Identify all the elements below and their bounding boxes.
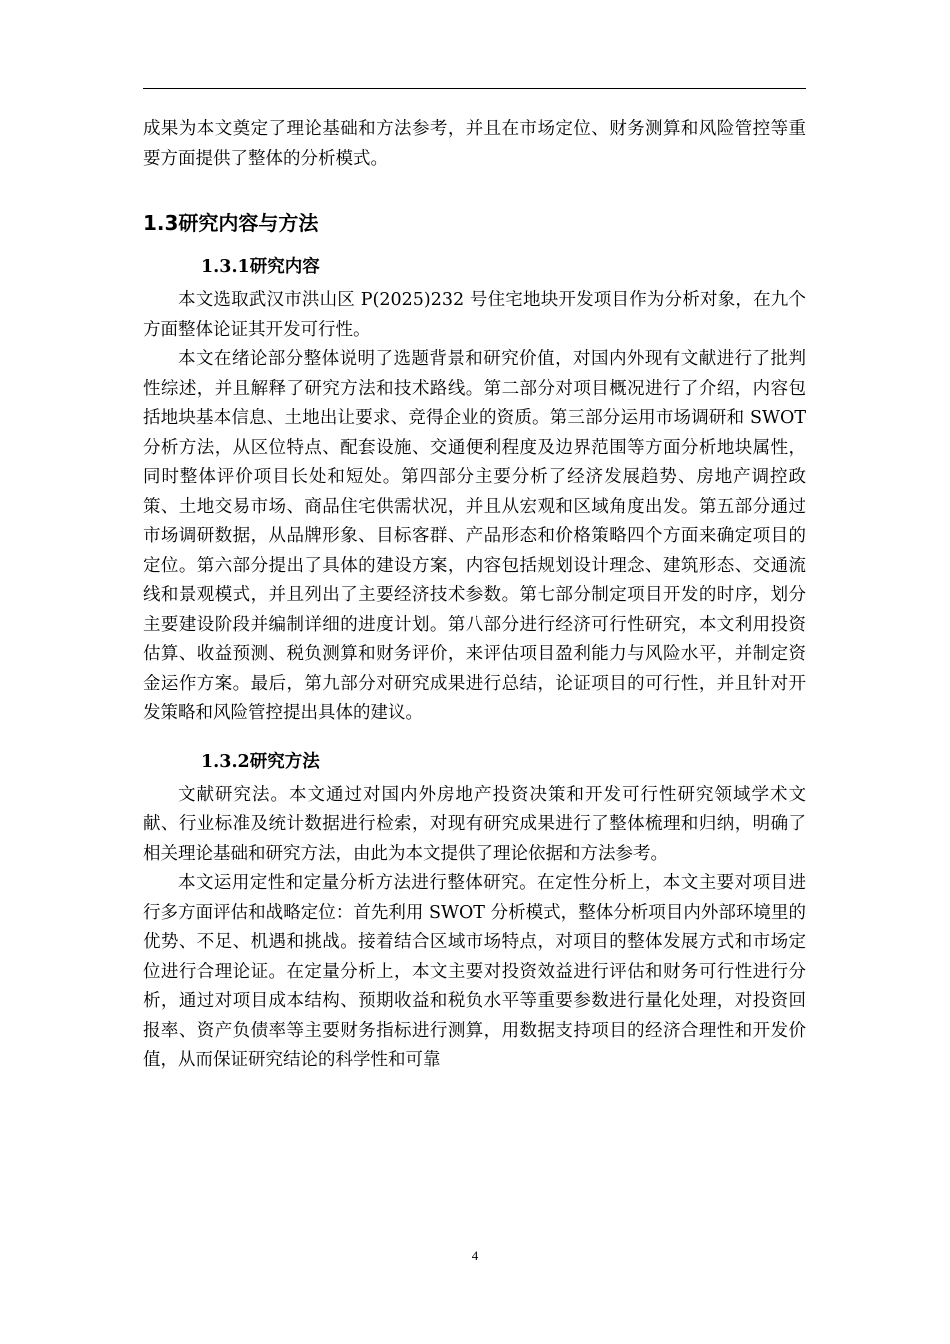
content-paragraph: 本文在绪论部分整体说明了选题背景和研究价值，对国内外现有文献进行了批判性综述，并且解释了研究方法和技术路线。第二部分对项目概况进行了介绍，内容包括地块基本信息、土地出让要求、竞得企业的资质。第三部分运用市场调研和 SWOT 分析方法，从区位特点、配套设施、交通便利程度及边界范围等方面分析地块属性，同时整体评价项目长处和短处。第四部分主要分析了经济发展趋势、房地产调控政策、土地交易市场、商品住宅供需状况，并且从宏观和区域角度出发。第五部分通过市场调研数据，从品牌形象、目标客群、产品形态和价格策略四个方面来确定项目的定位。第六部分提出了具体的建设方案，内容包括规划设计理念、建筑形态、交通流线和景观模式，并且列出了主要经济技术参数。第七部分制定项目开发的时序，划分主要建设阶段并编制详细的进度计划。第八部分进行经济可行性研究，本文利用投资估算、收益预测、税负测算和财务评价，来评估项目盈利能力与风险水平，并制定资金运作方案。最后，第九部分对研究成果进行总结，论证项目的可行性，并且针对开发策略和风险管控提出具体的建议。 bbox=[143, 349, 806, 723]
method-paragraph: 本文运用定性和定量分析方法进行整体研究。在定性分析上，本文主要对项目进行多方面评估和战略定位：首先利用 SWOT 分析模式，整体分析项目内外部环境里的优势、不足、机遇和挑战。接着结合区域市场特点，对项目的整体发展方式和市场定位进行合理论证。在定量分析上，本文主要对投资效益进行评估和财务可行性进行分析，通过对项目成本结构、预期收益和税负水平等重要参数进行量化处理，对投资回报率、资产负债率等主要财务指标进行测算，用数据支持项目的经济合理性和开发价值，从而保证研究结论的科学性和可靠 bbox=[143, 873, 806, 1070]
subsection-heading-research-content: 1.3.1研究内容 bbox=[201, 257, 320, 277]
page-number: 4 bbox=[471, 1248, 479, 1263]
header-rule bbox=[143, 88, 806, 89]
subsection-heading-research-method: 1.3.2研究方法 bbox=[201, 751, 320, 772]
method-paragraph: 文献研究法。本文通过对国内外房地产投资决策和开发可行性研究领域学术文献、行业标准及统计数据进行检索，对现有研究成果进行了整体梳理和归纳，明确了相关理论基础和研究方法，由此为本文提供了理论依据和方法参考。 bbox=[143, 784, 806, 864]
section-heading: 1.3研究内容与方法 bbox=[143, 211, 319, 235]
page-body bbox=[143, 115, 806, 1076]
intro-paragraph: 成果为本文奠定了理论基础和方法参考，并且在市场定位、财务测算和风险管控等重要方面提供了整体的分析模式。 bbox=[143, 119, 806, 169]
content-paragraph: 本文选取武汉市洪山区 P(2025)232 号住宅地块开发项目作为分析对象，在九个方面整体论证其开发可行性。 bbox=[143, 290, 806, 340]
